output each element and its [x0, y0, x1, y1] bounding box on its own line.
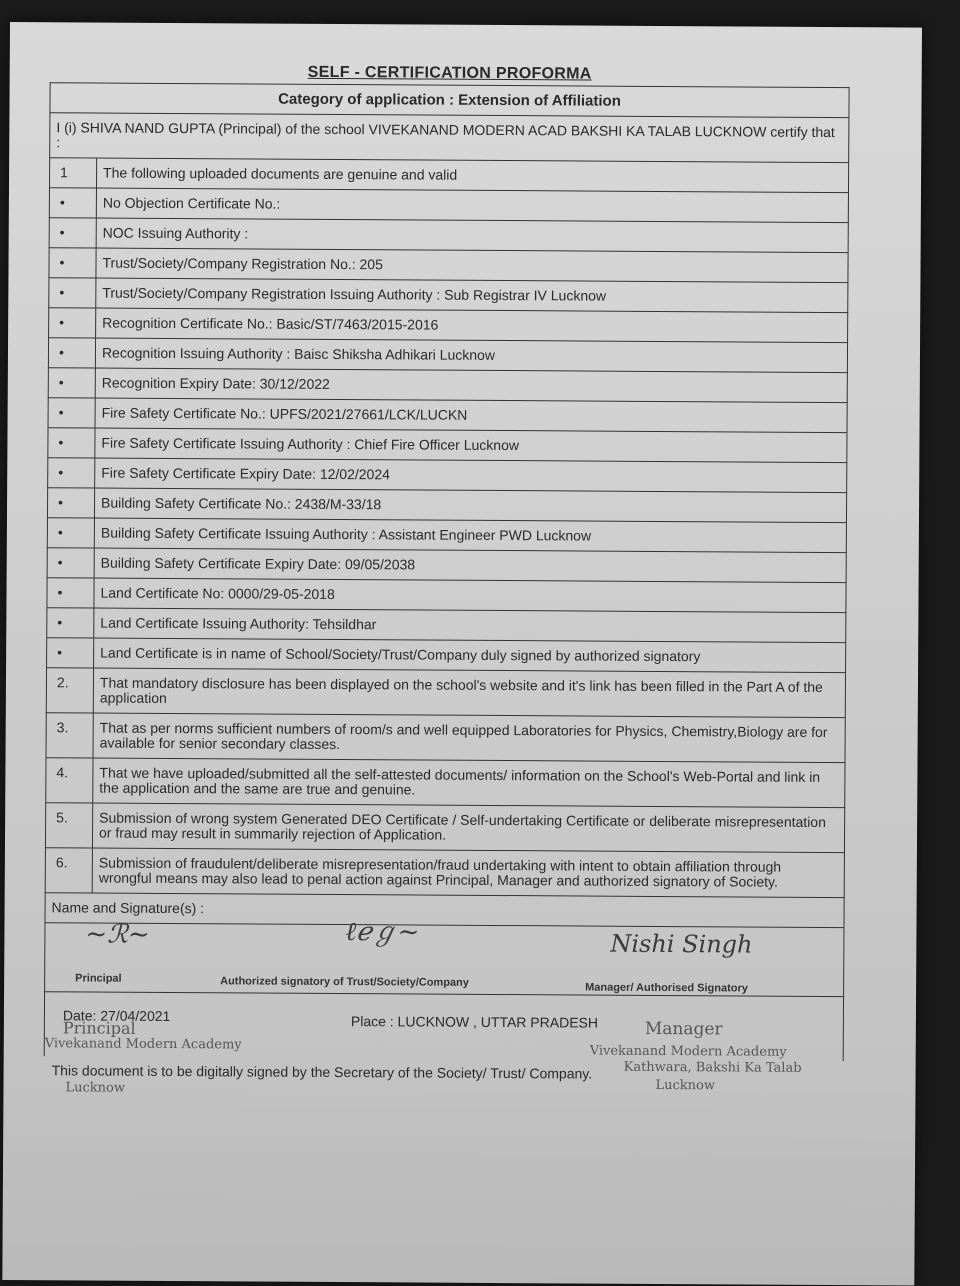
category-row	[50, 83, 849, 118]
row-number: •	[49, 248, 96, 278]
table-row	[49, 278, 848, 313]
right-stamp-line2: Kathwara, Bakshi Ka Talab	[623, 1059, 802, 1076]
row-number: 3.	[46, 713, 93, 758]
row-number: 2.	[46, 668, 93, 713]
row-number: 5.	[45, 803, 92, 848]
row-number: •	[48, 398, 95, 428]
row-number: •	[47, 488, 94, 518]
table-row	[49, 218, 848, 253]
footer-area	[44, 992, 843, 1061]
principal-label: Principal	[75, 972, 122, 985]
row-text: Recognition Expiry Date: 30/12/2022	[95, 368, 847, 403]
footer-notes	[43, 1056, 843, 1121]
signing-note: This document is to be digitally signed by the Secretary of the Society/ Trust/ Company.	[51, 1062, 593, 1082]
row-number: •	[47, 608, 94, 638]
table-row	[47, 518, 846, 553]
place-text: Place : LUCKNOW , UTTAR PRADESH	[350, 1013, 599, 1031]
row-number: •	[48, 368, 95, 398]
row-text: That mandatory disclosure has been displayed on the school's website and it's link has been filled in the Part A of the application	[93, 668, 845, 718]
row-number: •	[49, 218, 96, 248]
table-row	[47, 488, 846, 523]
row-number: •	[49, 188, 96, 218]
table-row	[47, 608, 846, 643]
table-row	[48, 398, 847, 433]
row-number: 1	[49, 158, 96, 188]
left-stamp-line2: Lucknow	[65, 1080, 126, 1096]
row-number: •	[48, 428, 95, 458]
left-stamp-title: Principal	[62, 1018, 136, 1038]
right-stamp-title: Manager	[644, 1018, 723, 1040]
row-text: The following uploaded documents are genuine and valid	[96, 158, 848, 193]
table-row	[47, 578, 846, 613]
row-text: NOC Issuing Authority :	[96, 218, 848, 253]
name-signature-label: Name and Signature(s) :	[45, 893, 844, 928]
row-text: Building Safety Certificate Expiry Date: 09/05/2038	[94, 548, 846, 583]
signature-row	[45, 923, 844, 997]
row-text: No Objection Certificate No.:	[96, 188, 848, 223]
left-stamp-line1: Vivekanand Modern Academy	[44, 1036, 242, 1053]
row-text: Land Certificate is in name of School/Society/Trust/Company duly signed by authorized signatory	[94, 638, 846, 673]
authorized-signature: ℓℯℊ~	[345, 917, 420, 948]
date-text: Date: 27/04/2021	[62, 1007, 171, 1024]
authorized-signatory-label: Authorized signatory of Trust/Society/Company	[220, 975, 469, 989]
right-stamp-line3: Lucknow	[655, 1077, 716, 1094]
manager-signature: Nishi Singh	[610, 929, 753, 959]
signature-area	[45, 917, 844, 997]
table-row	[46, 713, 845, 763]
row-text: Recognition Issuing Authority : Baisc Shiksha Adhikari Lucknow	[95, 338, 847, 373]
footer-row	[44, 992, 843, 1061]
row-number: •	[49, 308, 96, 338]
principal-signature: ~ℛ~	[85, 919, 150, 950]
row-text: Land Certificate No: 0000/29-05-2018	[94, 578, 846, 613]
certification-table	[44, 82, 850, 1061]
row-text: Submission of fraudulent/deliberate misrepresentation/fraud undertaking with intent to obtain affiliation through wrongful means may also lead to penal action against Principal, Manager and authorized signatory of Society.	[92, 848, 844, 898]
row-text: Fire Safety Certificate No.: UPFS/2021/27661/LCK/LUCKN	[95, 398, 847, 433]
row-number: 6.	[45, 848, 92, 893]
row-text: Fire Safety Certificate Issuing Authority : Chief Fire Officer Lucknow	[95, 428, 847, 463]
table-row	[45, 803, 844, 853]
intro-text: I (i) SHIVA NAND GUPTA (Principal) of the school VIVEKANAND MODERN ACAD BAKSHI KA TALAB LUCKNOW certify that :	[50, 113, 849, 163]
row-text: Trust/Society/Company Registration No.: 205	[96, 248, 848, 283]
manager-label: Manager/ Authorised Signatory	[585, 981, 748, 995]
intro-row	[50, 113, 849, 163]
row-number: •	[49, 278, 96, 308]
row-number: •	[47, 638, 94, 668]
table-row	[47, 638, 846, 673]
table-row	[49, 188, 848, 223]
category-text: Category of application : Extension of Affiliation	[50, 83, 849, 118]
row-text: Submission of wrong system Generated DEO Certificate / Self-undertaking Certificate or deliberate misrepresentation or fraud may result in summarily rejection of Application.	[92, 803, 844, 853]
paper-sheet	[2, 22, 922, 1286]
row-number: •	[48, 458, 95, 488]
table-row	[48, 338, 847, 373]
row-text: Fire Safety Certificate Expiry Date: 12/02/2024	[95, 458, 847, 493]
row-number: 4.	[46, 758, 93, 803]
table-row	[45, 848, 844, 898]
row-text: That we have uploaded/submitted all the self-attested documents/ information on the School's Web-Portal and link in the application and the same are true and genuine.	[93, 758, 845, 808]
proforma	[43, 62, 849, 1121]
row-number: •	[47, 548, 94, 578]
table-row	[48, 368, 847, 403]
row-number: •	[47, 518, 94, 548]
row-number: •	[48, 338, 95, 368]
table-row	[46, 668, 845, 718]
table-row	[49, 158, 848, 193]
right-stamp-line1: Vivekanand Modern Academy	[589, 1043, 787, 1060]
table-row	[49, 308, 848, 343]
document-title: SELF - CERTIFICATION PROFORMA	[307, 63, 592, 83]
row-text: Building Safety Certificate No.: 2438/M-33/18	[94, 488, 846, 523]
table-row	[48, 458, 847, 493]
table-row	[47, 548, 846, 583]
row-text: That as per norms sufficient numbers of room/s and well equipped Laboratories for Physics, Chemistry,Biology are for available for senior secondary classes.	[93, 713, 845, 763]
row-number: •	[47, 578, 94, 608]
row-text: Recognition Certificate No.: Basic/ST/7463/2015-2016	[96, 308, 848, 343]
table-row	[46, 758, 845, 808]
table-row	[48, 428, 847, 463]
name-signature-row	[45, 893, 844, 928]
row-text: Building Safety Certificate Issuing Authority : Assistant Engineer PWD Lucknow	[94, 518, 846, 553]
row-text: Trust/Society/Company Registration Issuing Authority : Sub Registrar IV Lucknow	[96, 278, 848, 313]
row-text: Land Certificate Issuing Authority: Tehsildhar	[94, 608, 846, 643]
table-row	[49, 248, 848, 283]
